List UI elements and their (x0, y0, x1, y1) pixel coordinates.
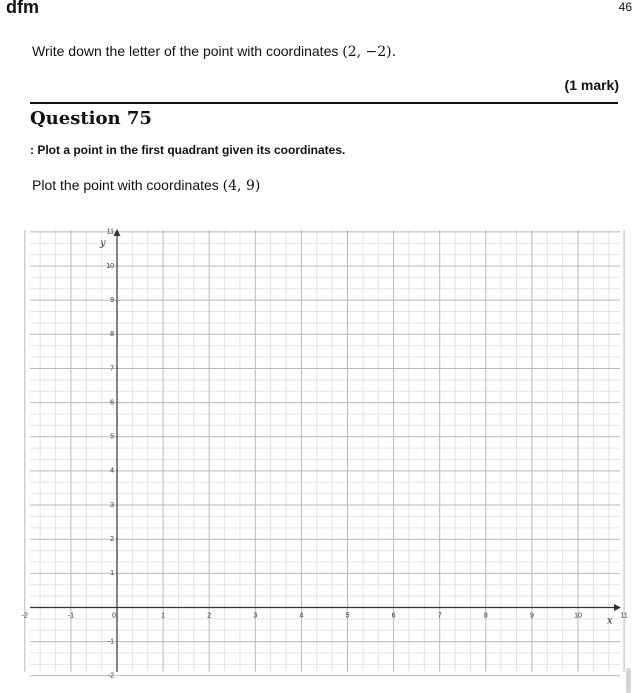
x-tick-label: 2 (207, 612, 212, 620)
x-tick-label: 10 (574, 612, 582, 620)
y-tick-label: -2 (107, 672, 114, 680)
previous-question-prompt: Write down the letter of the point with coordinates (32, 43, 343, 59)
question-skill: : Plot a point in the first quadrant given its coordinates. (30, 143, 346, 157)
x-tick-label: 6 (391, 612, 396, 620)
y-axis-arrow (114, 229, 121, 236)
x-tick-label: -1 (67, 612, 75, 620)
x-tick-label: 8 (483, 612, 488, 620)
x-axis-label: x (607, 615, 613, 627)
x-tick-label: 5 (345, 612, 350, 620)
x-tick-label: 11 (620, 612, 628, 620)
y-tick-label: 10 (106, 262, 114, 270)
y-tick-label: 8 (110, 331, 114, 339)
x-tick-label: 0 (112, 612, 116, 620)
x-tick-label: 1 (161, 612, 166, 620)
y-tick-label: -1 (107, 638, 114, 646)
previous-question-coordinates: (2, −2). (342, 44, 397, 60)
y-tick-label: 7 (110, 365, 114, 373)
x-tick-label: 9 (529, 612, 534, 620)
y-tick-label: 11 (106, 228, 114, 236)
x-tick-label: 7 (437, 612, 442, 620)
y-axis-label: y (100, 238, 106, 249)
question-prompt-text: Plot the point with coordinates (32, 177, 223, 193)
y-tick-label: 4 (110, 467, 114, 475)
question-title: Question 75 (30, 108, 152, 129)
x-tick-label: 4 (299, 612, 304, 620)
scrollbar-thumb[interactable] (626, 668, 631, 693)
brand-logo: dfm (6, 0, 39, 17)
y-tick-label: 1 (110, 570, 114, 578)
mark-allocation: (1 mark) (564, 77, 619, 93)
x-tick-label: -2 (21, 612, 28, 620)
page-number: 46 (618, 0, 632, 14)
question-coordinates: (4, 9) (222, 178, 261, 194)
x-axis-arrow (614, 604, 621, 611)
y-tick-label: 6 (110, 399, 114, 407)
x-tick-label: 3 (253, 612, 258, 620)
y-tick-label: 2 (110, 536, 114, 544)
y-tick-label: 5 (110, 433, 114, 441)
y-tick-label: 9 (110, 296, 114, 304)
y-tick-label: 3 (110, 501, 114, 509)
